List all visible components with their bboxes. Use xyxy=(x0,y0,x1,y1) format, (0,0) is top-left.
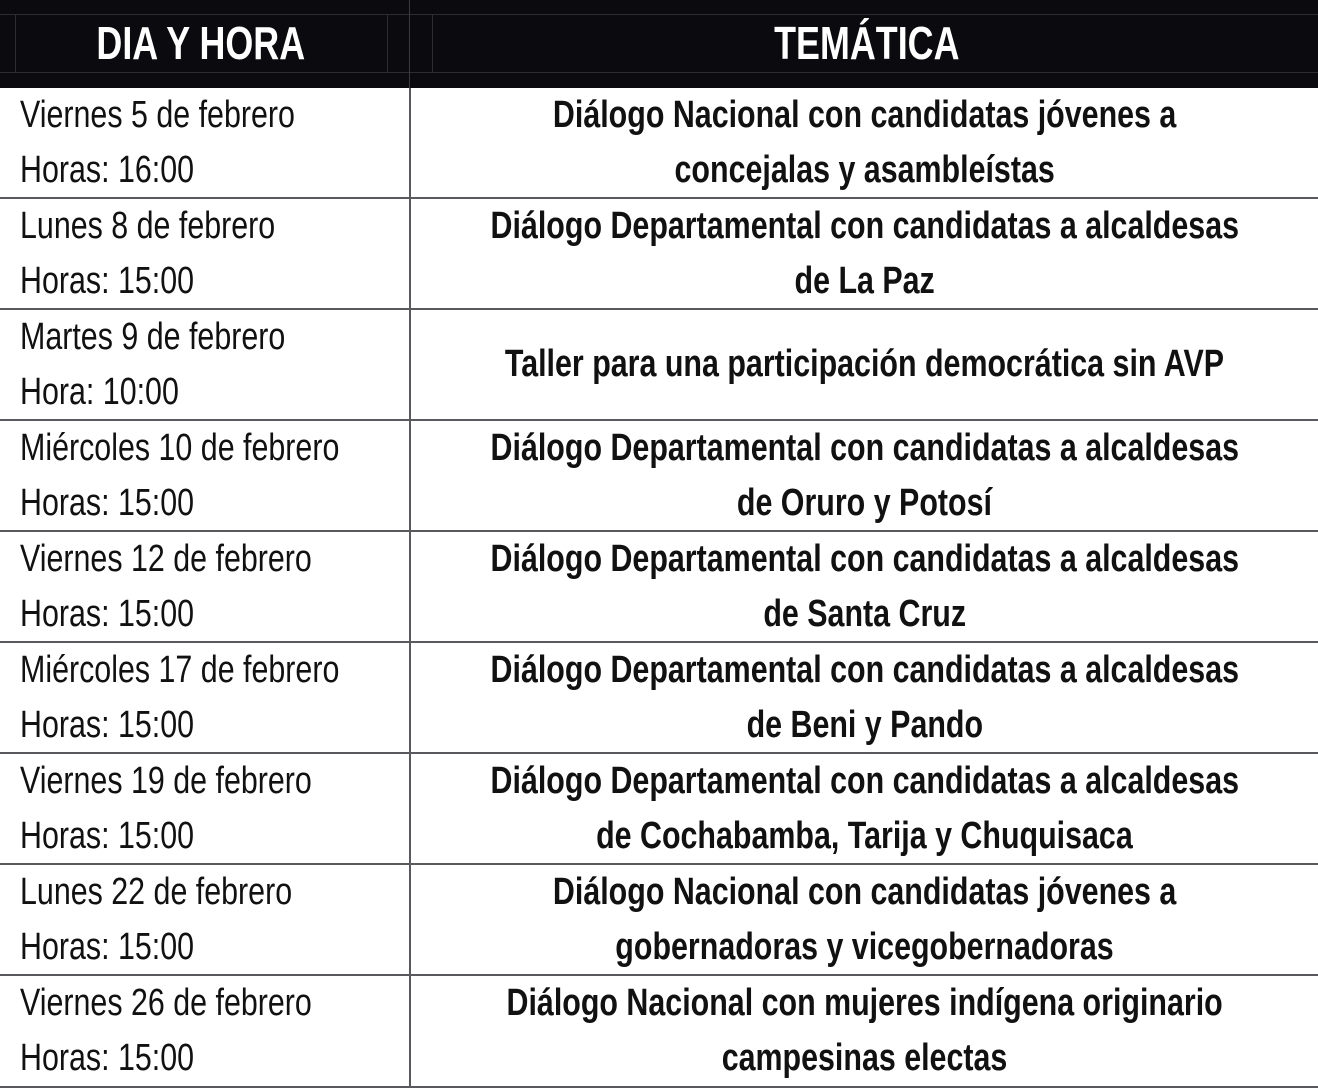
date-text: Martes 9 de febrero xyxy=(20,315,286,358)
table-row xyxy=(0,865,1318,976)
date-text: Viernes 26 de febrero xyxy=(20,981,312,1024)
topic-line-2: concejalas y asambleístas xyxy=(674,148,1055,191)
date-cell xyxy=(20,976,405,1085)
column-divider xyxy=(409,88,411,1088)
date-text: Miércoles 10 de febrero xyxy=(20,426,340,469)
header-topic-label: TEMÁTICA xyxy=(774,17,960,69)
time-text: Horas: 15:00 xyxy=(20,925,195,968)
topic-cell xyxy=(411,865,1318,974)
date-text: Viernes 5 de febrero xyxy=(20,93,295,136)
table-row xyxy=(0,643,1318,754)
header-date-column xyxy=(15,14,387,72)
time-text: Horas: 15:00 xyxy=(20,703,195,746)
date-cell xyxy=(20,421,405,530)
topic-cell xyxy=(411,199,1318,308)
topic-line-1: Diálogo Nacional con candidatas jóvenes a xyxy=(552,870,1177,913)
topic-line-2: de Cochabamba, Tarija y Chuquisaca xyxy=(596,814,1133,857)
topic-line-1: Diálogo Departamental con candidatas a alcaldesas xyxy=(490,204,1239,247)
table-header xyxy=(0,0,1318,88)
date-cell xyxy=(20,310,405,419)
table-row xyxy=(0,199,1318,310)
table-row xyxy=(0,976,1318,1088)
time-text: Horas: 15:00 xyxy=(20,592,195,635)
table-row xyxy=(0,88,1318,199)
date-cell xyxy=(20,865,405,974)
topic-line-2: de Oruro y Potosí xyxy=(736,481,993,524)
date-text: Viernes 12 de febrero xyxy=(20,537,312,580)
topic-line-2: de Santa Cruz xyxy=(763,592,966,635)
time-text: Hora: 10:00 xyxy=(20,370,179,413)
topic-line-2: de La Paz xyxy=(794,259,935,302)
topic-line-2: gobernadoras y vicegobernadoras xyxy=(615,925,1114,968)
date-cell xyxy=(20,532,405,641)
topic-line-1: Diálogo Departamental con candidatas a alcaldesas xyxy=(490,648,1239,691)
time-text: Horas: 15:00 xyxy=(20,481,195,524)
topic-cell xyxy=(411,754,1318,863)
topic-line-1: Diálogo Nacional con candidatas jóvenes a xyxy=(552,93,1177,136)
topic-cell xyxy=(411,643,1318,752)
date-text: Lunes 8 de febrero xyxy=(20,204,276,247)
time-text: Horas: 16:00 xyxy=(20,148,195,191)
topic-cell xyxy=(411,976,1318,1085)
table-row xyxy=(0,754,1318,865)
topic-line-2: de Beni y Pando xyxy=(746,703,983,746)
date-cell xyxy=(20,88,405,197)
topic-cell xyxy=(411,532,1318,641)
header-date-label: DIA Y HORA xyxy=(96,17,306,69)
topic-line-1: Diálogo Departamental con candidatas a alcaldesas xyxy=(490,426,1239,469)
header-topic-column xyxy=(432,14,1302,72)
date-cell xyxy=(20,199,405,308)
header-rule-inner-left xyxy=(387,14,388,72)
topic-line-1: Diálogo Departamental con candidatas a alcaldesas xyxy=(490,537,1239,580)
time-text: Horas: 15:00 xyxy=(20,1036,195,1079)
time-text: Horas: 15:00 xyxy=(20,814,195,857)
date-cell xyxy=(20,754,405,863)
topic-cell xyxy=(411,88,1318,197)
topic-line-1: Diálogo Nacional con mujeres indígena originario xyxy=(506,981,1223,1024)
header-rule-bottom xyxy=(0,72,1318,73)
table-row xyxy=(0,532,1318,643)
header-divider xyxy=(409,0,410,88)
topic-cell xyxy=(411,421,1318,530)
date-text: Miércoles 17 de febrero xyxy=(20,648,340,691)
date-cell xyxy=(20,643,405,752)
time-text: Horas: 15:00 xyxy=(20,259,195,302)
topic-cell xyxy=(411,310,1318,419)
table-row xyxy=(0,421,1318,532)
topic-line-1: Taller para una participación democrática sin AVP xyxy=(504,343,1225,385)
date-text: Viernes 19 de febrero xyxy=(20,759,312,802)
table-row xyxy=(0,310,1318,421)
topic-line-2: campesinas electas xyxy=(721,1036,1008,1079)
date-text: Lunes 22 de febrero xyxy=(20,870,293,913)
topic-line-1: Diálogo Departamental con candidatas a alcaldesas xyxy=(490,759,1239,802)
